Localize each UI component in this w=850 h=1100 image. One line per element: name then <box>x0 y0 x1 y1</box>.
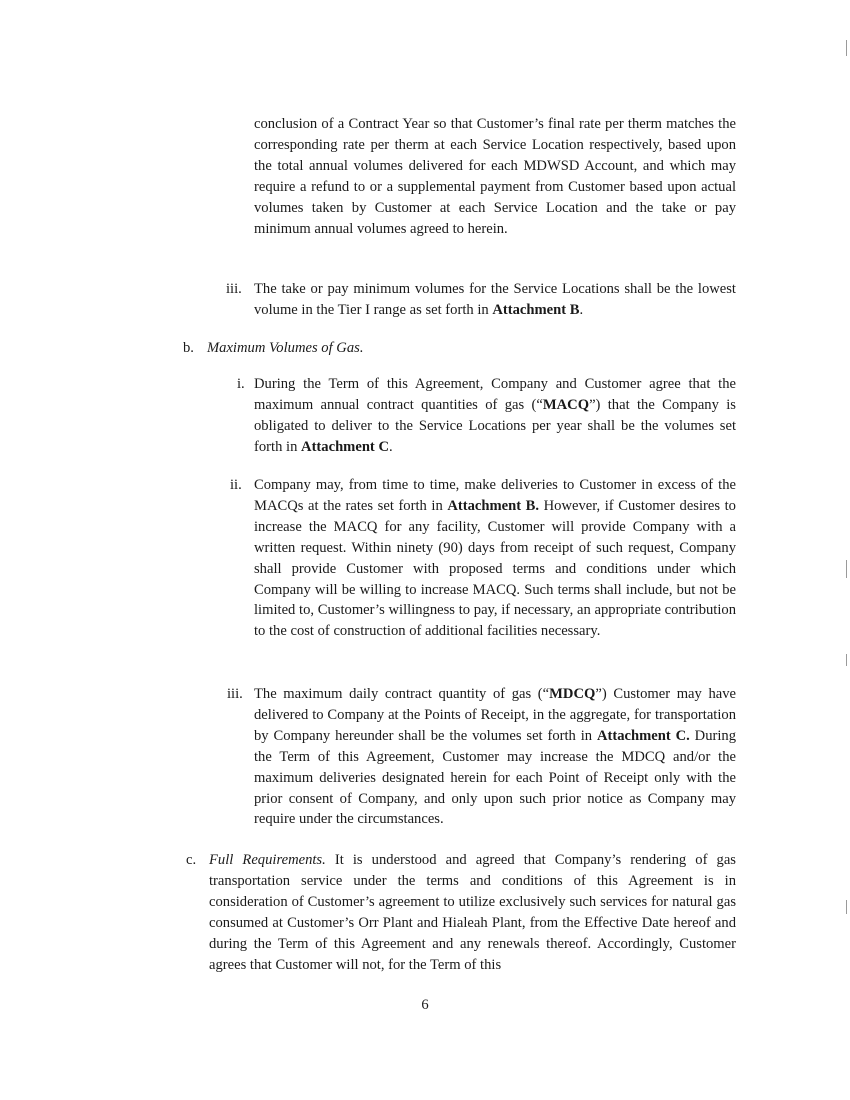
item-label-b-ii: ii. <box>230 477 242 493</box>
section-label-b: b. <box>183 340 194 356</box>
paragraph-a-iii-continued: conclusion of a Contract Year so that Customer’s final rate per therm matches the corresponding rate per therm at each Service Location respectively, based upon the total annual volumes delivered for each MDWSD Account, and which may require a refund to or a supplemental payment from Customer based upon actual volumes taken by Customer at each Service Location and the take or pay minimum annual volumes agreed to herein. <box>254 116 736 237</box>
text-segment: During the Term of this Agreement, Customer may increase the MDCQ and/or the maximum deliveries designated herein for each Point of Receipt only with the prior consent of Company, and only upon such prior notice as Company may require under the circumstances. <box>254 727 736 828</box>
paragraph-b-i <box>254 374 736 458</box>
scan-edge-mark <box>846 40 847 56</box>
bold-term: MDCQ <box>549 686 596 702</box>
item-label-a-iii: iii. <box>226 281 242 297</box>
bold-reference: Attachment C <box>301 438 389 455</box>
scan-edge-mark <box>846 654 847 666</box>
item-label-b-i: i. <box>237 376 245 392</box>
text-segment: The maximum daily contract quantity of gas (“ <box>254 686 550 702</box>
text-segment: . <box>388 438 393 455</box>
bold-term: MACQ <box>542 396 590 413</box>
text-segment: Company may, from time to time, make deliveries to Customer in excess of the MACQs at the rates set forth in <box>254 477 736 514</box>
paragraph-c <box>209 850 736 975</box>
item-label-b-iii: iii. <box>227 686 243 702</box>
text-segment: However, if Customer desires to increase the MACQ for any facility, Customer will provide Company with a written request. Within ninety (90) days from receipt of such request, Company shall provide Customer with proposed terms and conditions under which Company will be willing to increase MACQ. Such terms shall include, but not be limited to, Customer’s willingness to pay, if necessary, an appropriate contribution to the cost of construction of additional facilities necessary. <box>254 497 736 640</box>
page-number: 6 <box>421 997 429 1013</box>
text-segment: . <box>579 301 584 318</box>
text-segment: The take or pay minimum volumes for the Service Locations shall be the lowest volume in the Tier I range as set forth in <box>254 281 736 318</box>
text-segment: It is understood and agreed that Company’s rendering of gas transportation service under the terms and conditions of this Agreement is in consideration of Customer’s agreement to utilize exclusively such services for natural gas consumed at Customer’s Orr Plant and Hialeah Plant, from the Effective Date hereof and during the Term of this Agreement and any renewals thereof. Accordingly, Customer agrees that Customer will not, for the Term of this <box>209 852 736 973</box>
text-segment: ”) that the Company is obligated to deliver to the Service Locations per year shall be the volumes set forth in <box>254 396 736 455</box>
section-title-c: Full Requirements. <box>209 852 326 868</box>
bold-reference: Attachment B <box>492 301 580 318</box>
bold-reference: Attachment B. <box>447 497 540 514</box>
section-label-c: c. <box>186 852 197 868</box>
paragraph-a-iii <box>254 279 736 321</box>
scan-edge-mark <box>846 560 847 578</box>
paragraph-b-iii <box>254 684 736 830</box>
bold-reference: Attachment C. <box>596 727 690 744</box>
text-segment: ”) Customer may have delivered to Company at the Points of Receipt, in the aggregate, for transportation by Company hereunder shall be the volumes set forth in <box>254 686 736 744</box>
text-segment: During the Term of this Agreement, Company and Customer agree that the maximum annual contract quantities of gas (“ <box>254 376 736 413</box>
paragraph-b-ii <box>254 475 736 642</box>
scan-edge-mark <box>846 900 847 914</box>
section-title-b: Maximum Volumes of Gas. <box>207 340 364 356</box>
